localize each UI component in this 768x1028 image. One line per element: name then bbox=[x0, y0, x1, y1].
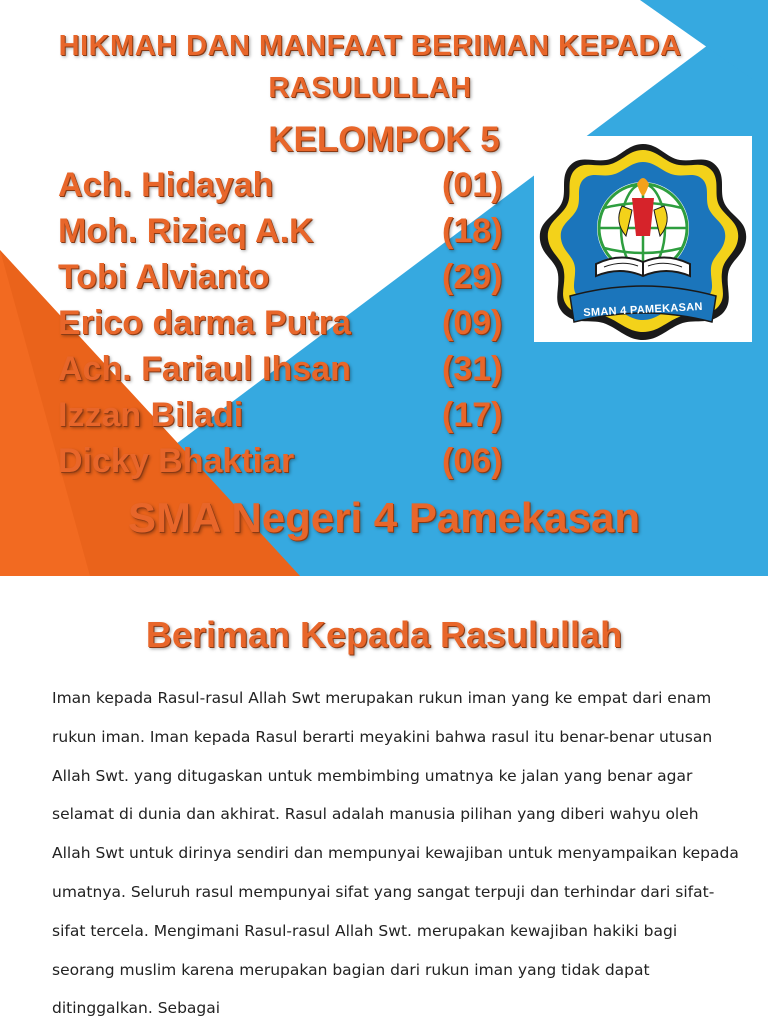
member-number: (01) bbox=[442, 166, 503, 204]
logo-school-name: SMAN 4 PAMEKASAN bbox=[583, 300, 703, 320]
member-number: (29) bbox=[442, 258, 503, 296]
member-list bbox=[58, 166, 528, 488]
member-row bbox=[58, 166, 528, 212]
school-logo bbox=[534, 136, 752, 342]
member-name: Ach. Fariaul Ihsan bbox=[58, 350, 351, 388]
member-number: (18) bbox=[442, 212, 503, 250]
member-row bbox=[58, 304, 528, 350]
content-slide bbox=[0, 576, 768, 1024]
member-number: (31) bbox=[442, 350, 503, 388]
member-name: Tobi Alvianto bbox=[58, 258, 270, 296]
member-row bbox=[58, 396, 528, 442]
member-number: (17) bbox=[442, 396, 503, 434]
member-name: Moh. Rizieq A.K bbox=[58, 212, 314, 250]
group-label: KELOMPOK 5 bbox=[268, 120, 500, 159]
member-row bbox=[58, 258, 528, 304]
member-row bbox=[58, 442, 528, 488]
member-name: Izzan Biladi bbox=[58, 396, 244, 434]
member-name: Dicky Bhaktiar bbox=[58, 442, 295, 480]
member-row bbox=[58, 350, 528, 396]
school-name: SMA Negeri 4 Pamekasan bbox=[127, 494, 641, 541]
member-name: Ach. Hidayah bbox=[58, 166, 274, 204]
member-row bbox=[58, 212, 528, 258]
section-title: Beriman Kepada Rasulullah bbox=[145, 614, 623, 655]
member-number: (06) bbox=[442, 442, 503, 480]
member-name: Erico darma Putra bbox=[58, 304, 351, 342]
slide-title-line1: HIKMAH DAN MANFAAT BERIMAN KEPADA bbox=[58, 30, 682, 62]
member-number: (09) bbox=[442, 304, 503, 342]
slide-title-line2: RASULULLAH bbox=[268, 72, 472, 104]
body-paragraph: Iman kepada Rasul-rasul Allah Swt merupakan rukun iman yang ke empat dari enam rukun iman. Iman kepada Rasul berarti meyakini bahwa rasul itu benar-benar utusan Allah Swt. yang ditugaskan untuk membimbing umatnya ke jalan yang benar agar selamat di dunia dan akhirat. Rasul adalah manusia pilihan yang diberi wahyu oleh Allah Swt untuk dirinya sendiri dan mempunyai kewajiban untuk menyampaikan kepada umatnya. Seluruh rasul mempunyai sifat yang sangat terpuji dan terhindar dari sifat-sifat tercela. Mengimani Rasul-rasul Allah Swt. merupakan kewajiban hakiki bagi seorang muslim karena merupakan bagian dari rukun iman yang tidak dapat ditinggalkan. Sebagai bbox=[52, 689, 739, 1018]
